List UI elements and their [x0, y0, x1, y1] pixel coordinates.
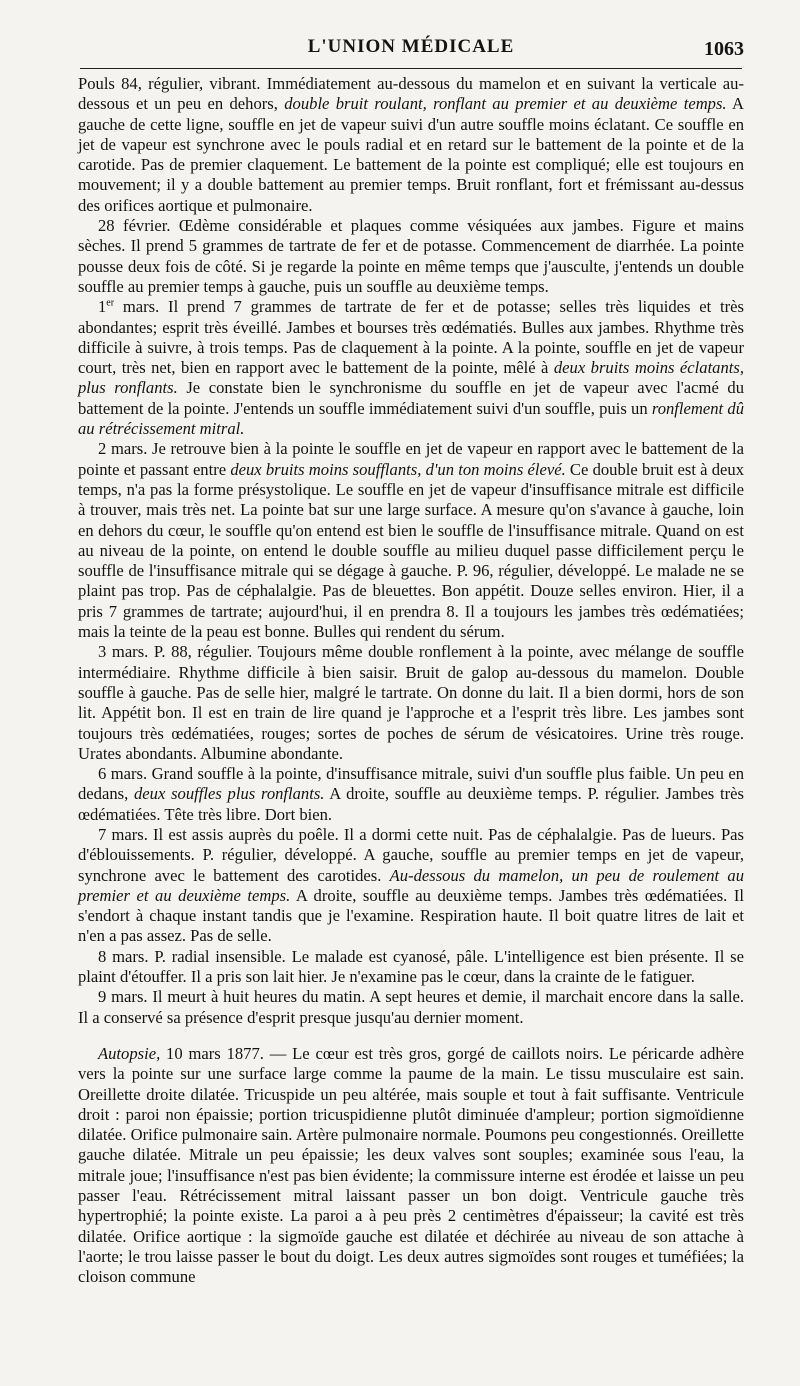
text-span: 7 mars. Il est assis auprès du poêle. Il a dormi cette nuit. Pas de céphalalgie. Pas de lueurs. Pas d'éblouissements. P. régulier, développé. A gauche, souffle au premier temps en jet de vapeur, synchrone avec le battement des carotides. — [78, 824, 744, 885]
superscript-text: er — [106, 297, 115, 309]
text-span: Ce double bruit est à deux temps, n'a pas la forme présystolique. Le souffle en jet de vapeur d'insuffisance mitrale est difficile à trouver, mais très net. La pointe bat sur une large surface. A mesure qu'on s'avance à gauche, loin en dehors du cœur, le souffle qu'on entend est bien le souffle de l'insuffisance mitrale. Quand on est au niveau de la pointe, on entend le double souffle au milieu duquel passe difficilement perçu le souffle de l'insuffisance mitrale qui se dégage à gauche. P. 96, régulier, développé. Le malade ne se plaint pas trop. Pas de céphalalgie. Pas de bleuettes. Bon appétit. Douze selles environ. Hier, il a pris 7 grammes de tartrate; aujourd'hui, il en prendra 8. Il a toujours les jambes très œdématiées; mais la teinte de la peau est bonne. Bulles qui rendent du sérum. — [78, 459, 744, 642]
italic-text: ronflement dû au rétrécissement mitral. — [78, 398, 744, 439]
paragraph-2-mars — [78, 439, 744, 642]
paragraph-1-mars — [78, 297, 744, 439]
text-span: 2 mars. Je retrouve bien à la pointe le souffle en jet de vapeur en rapport avec le battement de la pointe et passant entre — [78, 439, 744, 479]
paragraph-3-mars — [78, 642, 744, 764]
text-span: 28 février. Œdème considérable et plaques comme vésiquées aux jambes. Figure et mains sèches. Il prend 5 grammes de tartrate de fer et de potasse. Commencement de diarrhée. La pointe pousse deux fois de côté. Si je regarde la pointe en même temps que j'ausculte, j'entends un double souffle au premier temps à gauche, puis un souffle au deuxième temps. — [78, 216, 744, 296]
running-head — [78, 36, 744, 62]
paragraph-autopsie — [78, 1044, 744, 1288]
italic-text: Autopsie, — [98, 1043, 161, 1063]
italic-text: deux bruits moins soufflants, d'un ton moins élevé. — [230, 459, 566, 479]
text-span: 10 mars 1877. — Le cœur est très gros, gorgé de caillots noirs. Le péricarde adhère vers la pointe sur une surface large comme la paume de la main. Le tissu musculaire est sain. Oreillette droite dilatée. Tricuspide un peu altérée, mais souple et tout à fait suffisante. Ventricule droit : paroi non épaissie; portion tricuspidienne plutôt diminuée d'ampleur; portion sigmoïdienne dilatée. Orifice pulmonaire sain. Artère pulmonaire normale. Poumons peu congestionnés. Oreillette gauche dilatée. Mitrale un peu épaissie; les deux valves sont souples; examinée sous l'eau, la mitrale joue; l'insuffisance n'est pas bien évidente; la commissure interne est érodée et laisse un peu passer l'eau. Rétrécissement mitral laissant passer un bon doigt. Ventricule gauche très hypertrophié; la pointe existe. La paroi a à peu près 2 centimètres d'épaisseur; la cavité est très dilatée. Orifice aortique : la sigmoïde gauche est dilatée et déchirée au niveau de son attache à l'aorte; le trou laisse passer le bout du doigt. Les deux autres sigmoïdes sont rouges et tuméfiées; la cloison commune — [78, 1043, 744, 1287]
text-span: 6 mars. Grand souffle à la pointe, d'insuffisance mitrale, suivi d'un souffle plus faible. Un peu en dedans, — [78, 764, 744, 804]
text-span: Pouls 84, régulier, vibrant. Immédiatement au-dessous du mamelon et en suivant la verticale au-dessous et un peu en dehors, — [78, 74, 744, 114]
article-body — [78, 74, 744, 1288]
italic-text: double bruit roulant, ronflant au premier et au deuxième temps. — [284, 94, 727, 114]
journal-title: L'UNION MÉDICALE — [307, 36, 515, 57]
italic-text: deux bruits moins éclatants, plus ronflants. — [78, 358, 744, 398]
text-span: A droite, souffle au deuxième temps. Jambes très œdématiées. Il s'endort à chaque instant tandis que je l'examine. Respiration haute. Il boit quatre litres de lait et n'en a pas assez. Pas de selle. — [78, 885, 745, 946]
text-span: mars. Il prend 7 grammes de tartrate de fer et de potasse; selles très liquides et très abondantes; esprit très éveillé. Jambes et bourses très œdématiés. Bulles aux jambes. Rhythme très difficile à suivre, à trois temps. Pas de claquement à la pointe. A la pointe, souffle en jet de vapeur court, très net, bien en rapport avec le battement de la pointe, mêlé à — [78, 297, 744, 378]
text-span: Je constate bien le synchronisme du souffle en jet de vapeur avec l'acmé du battement de la pointe. J'entends un souffle immédiatement suivi d'un souffle, puis un — [78, 378, 744, 418]
italic-text: deux souffles plus ronflants. — [134, 784, 325, 804]
text-span: A droite, souffle au deuxième temps. P. régulier. Jambes très œdématiées. Tête très libre. Dort bien. — [78, 784, 744, 824]
paragraph-8-mars — [78, 947, 744, 988]
header-rule — [80, 68, 742, 69]
paragraph-28-fevrier — [78, 216, 744, 297]
page-number: 1063 — [704, 38, 744, 60]
paragraph-7-mars — [78, 825, 744, 947]
text-span: 3 mars. P. 88, régulier. Toujours même double ronflement à la pointe, avec mélange de souffle intermédiaire. Rhythme difficile à bien saisir. Bruit de galop au-dessous du mamelon. Double souffle à gauche. Pas de selle hier, malgré le tartrate. On donne du lait. Il a bien dormi, hors de son lit. Appétit bon. Il est en train de lire quand je l'approche et a l'esprit très libre. Les jambes sont toujours très œdématiées, rouges; sortes de poches de sérum de vésicatoires. Urine très rouge. Urates abondants. Albumine abondante. — [78, 642, 744, 763]
text-span: A gauche de cette ligne, souffle en jet de vapeur suivi d'un autre souffle moins éclatant. Ce souffle en jet de vapeur est synchrone avec le pouls radial et en retard sur le battement de la pointe et de la carotide. Pas de premier claquement. Le battement de la pointe est compliqué; elle est toujours en mouvement; il y a double battement au premier temps. Bruit ronflant, fort et frémissant au-dessus des orifices aortique et pulmonaire. — [78, 94, 745, 215]
text-span: 9 mars. Il meurt à huit heures du matin. A sept heures et demie, il marchait encore dans la salle. Il a conservé sa présence d'esprit presque jusqu'au dernier moment. — [78, 987, 744, 1027]
italic-text: Au-dessous du mamelon, un peu de roulement au premier et au deuxième temps. — [78, 865, 744, 905]
text-span: 1 — [98, 297, 107, 317]
paragraph-6-mars — [78, 764, 744, 825]
text-span: 8 mars. P. radial insensible. Le malade est cyanosé, pâle. L'intelligence est bien présente. Il se plaint d'étouffer. Il a pris son lait hier. Je n'examine pas le cœur, dans la crainte de le fatiguer. — [78, 946, 744, 987]
paragraph-pulse — [78, 74, 744, 216]
paragraph-9-mars — [78, 987, 744, 1028]
